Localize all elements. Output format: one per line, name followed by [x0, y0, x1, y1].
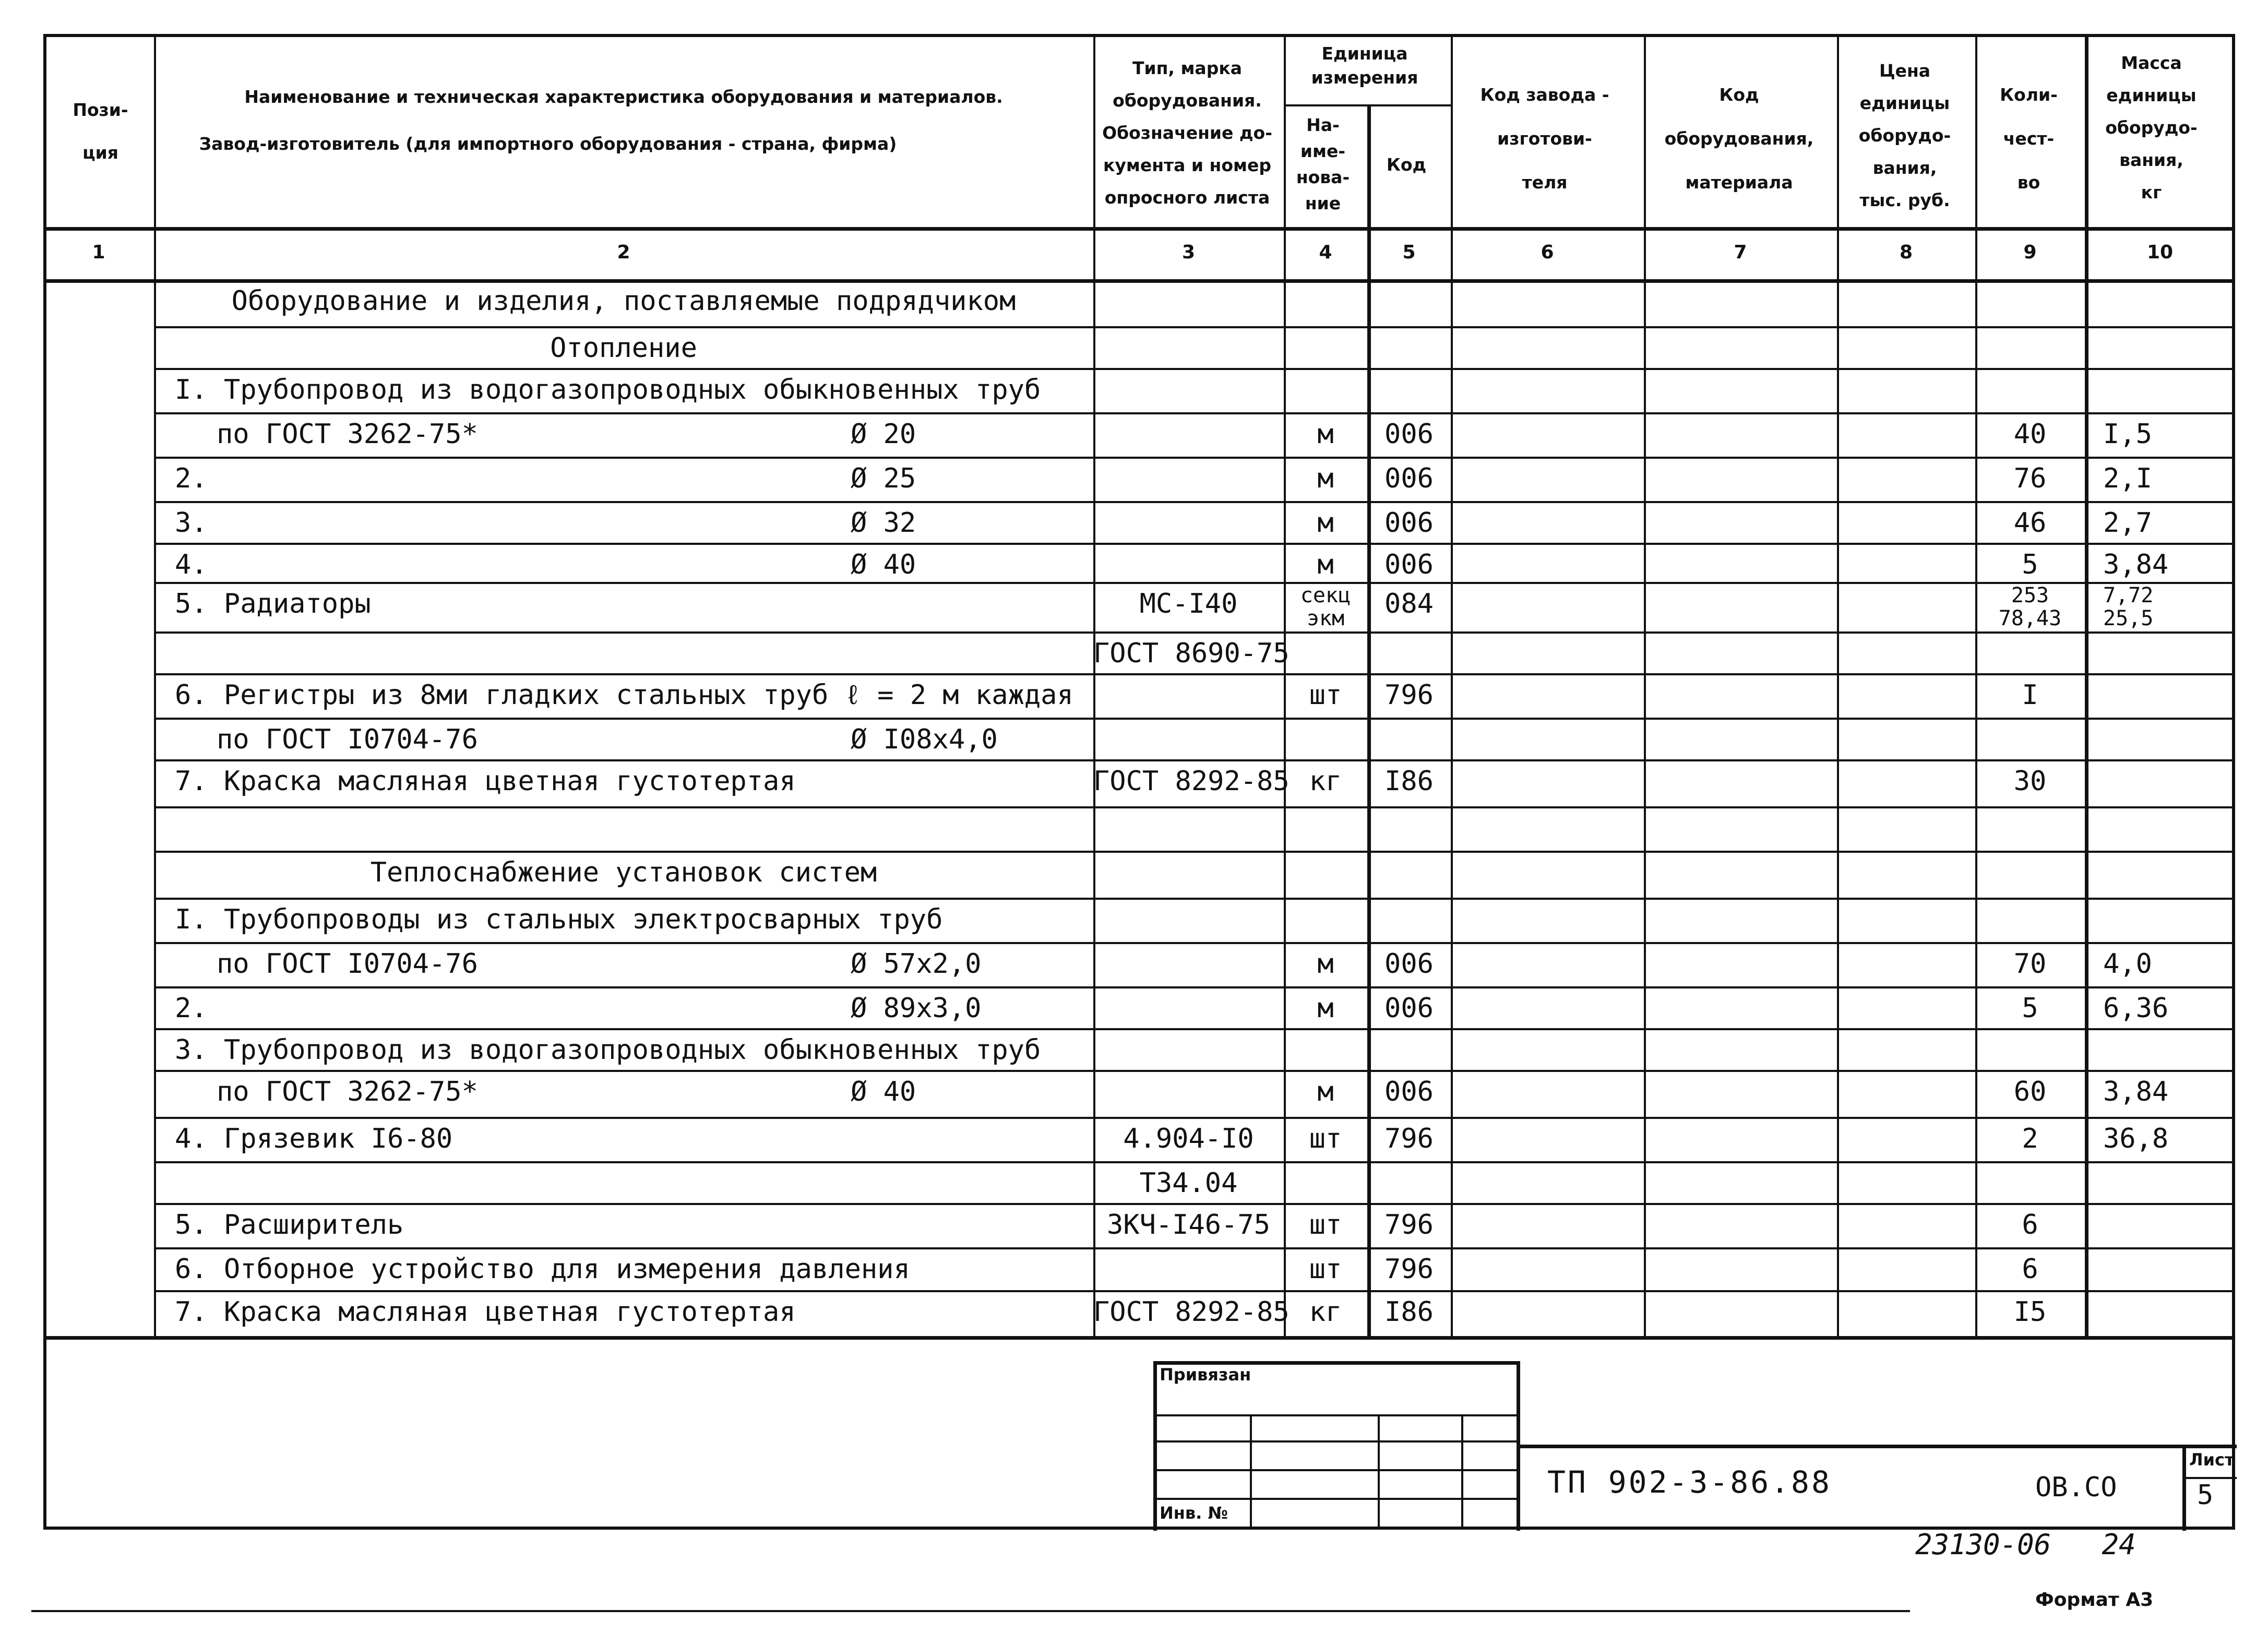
header-unit-code: Код	[1386, 154, 1427, 175]
item-dimension: Ø I08x4,0	[851, 724, 998, 755]
row-line	[154, 851, 2235, 853]
item-type: ЗКЧ-I46-75	[1106, 1209, 1271, 1241]
item-unit-code: 006	[1384, 419, 1434, 450]
item-quantity: 30	[2013, 766, 2047, 797]
item-unit: кг	[1309, 1296, 1342, 1328]
item-name: I. Трубопровод из водогазопроводных обыкновенных труб	[175, 374, 1041, 406]
row-line	[154, 582, 2235, 584]
item-unit: шт	[1309, 1123, 1342, 1154]
sheet-label: Лист	[2189, 1450, 2235, 1470]
table-bottom-line	[43, 1336, 2235, 1340]
item-name: 4. Грязевик I6-80	[175, 1123, 453, 1154]
item-quantity: 6	[2022, 1209, 2038, 1241]
header-price: Цена единицы оборудо- вания, тыс. руб.	[1858, 61, 1951, 210]
item-unit-code: 006	[1384, 1076, 1434, 1107]
item-unit-code: 006	[1384, 507, 1434, 539]
item-unit-code: 796	[1384, 1123, 1434, 1154]
row-line	[154, 412, 2235, 414]
item-mass: 7,72 25,5	[2103, 583, 2154, 630]
sheet-box-left	[2182, 1445, 2186, 1531]
stamp-line	[1250, 1414, 1252, 1529]
item-name: I. Трубопроводы из стальных электросварных труб	[175, 904, 943, 935]
item-unit: м	[1317, 1076, 1334, 1107]
item-quantity: 40	[2013, 419, 2047, 450]
bottom-trim-line	[31, 1610, 1910, 1612]
stamp-border-left	[1153, 1361, 1157, 1531]
column-number: 1	[92, 242, 105, 263]
stamp-line	[1153, 1498, 1519, 1500]
item-name: 2.	[175, 993, 208, 1024]
item-unit-code: 796	[1384, 1254, 1434, 1285]
column-number: 8	[1899, 242, 1913, 263]
item-quantity: 70	[2013, 948, 2047, 980]
item-type: ГОСТ 8690-75	[1093, 638, 1290, 669]
item-dimension: Ø 40	[851, 549, 916, 580]
header-unit-group: Единица измерения	[1311, 43, 1418, 88]
format-label: Формат А3	[2035, 1589, 2154, 1611]
header-bottom-line	[43, 227, 2235, 231]
header-equipment-code: Код оборудования, материала	[1664, 85, 1814, 193]
item-name: по ГОСТ 3262-75*	[217, 1076, 478, 1107]
stamp-line	[1378, 1414, 1380, 1529]
header-quantity: Коли- чест- во	[2000, 85, 2058, 193]
item-mass: 4,0	[2103, 948, 2152, 980]
row-line	[154, 1290, 2235, 1292]
document-mark: ОВ.СО	[2035, 1472, 2117, 1503]
item-quantity: 6	[2022, 1254, 2038, 1285]
item-name: 7. Краска масляная цветная густотертая	[175, 1296, 796, 1328]
document-code: ТП 902-3-86.88	[1547, 1464, 1832, 1500]
item-mass: 2,I	[2103, 463, 2152, 494]
item-unit-code: 006	[1384, 463, 1434, 494]
row-line	[154, 1117, 2235, 1119]
item-name: 4.	[175, 549, 208, 580]
section-title: Теплоснабжение установок систем	[370, 857, 877, 888]
item-quantity: I	[2022, 680, 2038, 711]
row-line	[154, 1070, 2235, 1072]
item-unit-code: 006	[1384, 948, 1434, 980]
stamp-line	[1461, 1414, 1463, 1529]
archive-number: 23130-06 24	[1915, 1528, 2136, 1561]
row-line	[154, 806, 2235, 808]
header-name-line2: Завод-изготовитель (для импортного оборудования - страна, фирма)	[199, 134, 897, 154]
item-mass: 3,84	[2103, 549, 2169, 580]
item-mass: 2,7	[2103, 507, 2152, 539]
item-name: 6. Отборное устройство для измерения давления	[175, 1254, 910, 1285]
item-name: 3. Трубопровод из водогазопроводных обыкновенных труб	[175, 1034, 1041, 1066]
item-dimension: Ø 32	[851, 507, 916, 539]
item-name: 6. Регистры из 8ми гладких стальных труб ℓ = 2 м каждая	[175, 680, 1073, 711]
item-name: 3.	[175, 507, 208, 539]
item-mass: 3,84	[2103, 1076, 2169, 1107]
header-position: Пози- ция	[73, 100, 128, 163]
item-unit: м	[1317, 419, 1334, 450]
row-line	[154, 673, 2235, 675]
row-line	[154, 631, 2235, 634]
row-line	[154, 1203, 2235, 1205]
item-type: ГОСТ 8292-85	[1093, 766, 1290, 797]
column-line	[1837, 34, 1839, 1336]
row-line	[154, 326, 2235, 328]
item-name: по ГОСТ 3262-75*	[217, 419, 478, 450]
header-type: Тип, марка оборудования. Обозначение до- кумента и номер опросного листа	[1102, 58, 1272, 208]
stamp-inventory-label: Инв. №	[1160, 1503, 1228, 1523]
item-dimension: Ø 57x2,0	[851, 948, 982, 980]
header-unit-name: На- име- нова- ние	[1296, 115, 1350, 213]
item-name: 5. Радиаторы	[175, 588, 371, 619]
column-number: 4	[1319, 242, 1332, 263]
item-unit: м	[1317, 948, 1334, 980]
title-block-top	[1517, 1445, 2237, 1448]
stamp-linked-label: Привязан	[1160, 1365, 1251, 1385]
column-number: 10	[2146, 242, 2174, 263]
item-type: Т34.04	[1139, 1167, 1238, 1199]
item-unit: м	[1317, 463, 1334, 494]
row-line	[154, 898, 2235, 900]
item-unit-code: 084	[1384, 588, 1434, 619]
stamp-line	[1153, 1414, 1519, 1416]
row-line	[154, 986, 2235, 988]
row-line	[154, 368, 2235, 370]
row-line	[154, 501, 2235, 503]
item-dimension: Ø 89x3,0	[851, 993, 982, 1024]
item-unit-code: 796	[1384, 1209, 1434, 1241]
row-line	[154, 457, 2235, 459]
item-quantity: I5	[2013, 1296, 2047, 1328]
item-unit: м	[1317, 549, 1334, 580]
column-number: 5	[1402, 242, 1416, 263]
row-line	[154, 718, 2235, 720]
row-line	[154, 543, 2235, 545]
item-name: по ГОСТ I0704-76	[217, 724, 478, 755]
item-unit: м	[1317, 993, 1334, 1024]
column-number: 7	[1734, 242, 1747, 263]
column-line	[1644, 34, 1646, 1336]
item-unit: м	[1317, 507, 1334, 539]
item-name: по ГОСТ I0704-76	[217, 948, 478, 980]
row-line	[154, 1028, 2235, 1030]
sheet-number: 5	[2197, 1480, 2214, 1511]
column-number: 6	[1541, 242, 1554, 263]
item-quantity: 76	[2013, 463, 2047, 494]
item-type: МС-I40	[1139, 588, 1238, 619]
section-title: Отопление	[550, 332, 697, 364]
item-type: ГОСТ 8292-85	[1093, 1296, 1290, 1328]
item-unit-code: I86	[1384, 766, 1434, 797]
column-number: 2	[617, 242, 630, 263]
sheet-box-divider	[2182, 1477, 2237, 1479]
stamp-line	[1153, 1469, 1519, 1471]
item-mass: I,5	[2103, 419, 2152, 450]
column-line	[2085, 34, 2088, 1336]
item-unit: секц экм	[1300, 583, 1351, 630]
item-dimension: Ø 20	[851, 419, 916, 450]
header-plant-code: Код завода - изготови- теля	[1480, 85, 1609, 193]
item-quantity: 5	[2022, 549, 2038, 580]
column-line	[154, 34, 156, 1336]
item-unit-code: I86	[1384, 1296, 1434, 1328]
item-unit: шт	[1309, 1254, 1342, 1285]
item-name: 2.	[175, 463, 208, 494]
item-unit: шт	[1309, 1209, 1342, 1241]
row-line	[154, 1161, 2235, 1163]
item-mass: 36,8	[2103, 1123, 2169, 1154]
numbers-bottom-line	[43, 279, 2235, 283]
item-unit-code: 006	[1384, 993, 1434, 1024]
header-name-line1: Наименование и техническая характеристика оборудования и материалов.	[244, 87, 1003, 107]
column-line	[1451, 34, 1453, 1336]
row-line	[154, 1247, 2235, 1249]
item-dimension: Ø 40	[851, 1076, 916, 1107]
item-quantity: 46	[2013, 507, 2047, 539]
column-number: 3	[1181, 242, 1196, 263]
item-name: 5. Расширитель	[175, 1209, 404, 1241]
item-quantity: 2	[2022, 1123, 2038, 1154]
item-unit: шт	[1309, 680, 1342, 711]
header-mass: Масса единицы оборудо- вания, кг	[2105, 53, 2198, 202]
item-mass: 6,36	[2103, 993, 2169, 1024]
stamp-border-top	[1153, 1361, 1519, 1365]
section-title: Оборудование и изделия, поставляемые подрядчиком	[231, 285, 1016, 317]
item-type: 4.904-I0	[1123, 1123, 1254, 1154]
item-unit: кг	[1309, 766, 1342, 797]
item-quantity: 5	[2022, 993, 2038, 1024]
item-quantity: 253 78,43	[1998, 583, 2062, 630]
row-line	[154, 942, 2235, 944]
item-unit-code: 796	[1384, 680, 1434, 711]
stamp-line	[1153, 1440, 1519, 1443]
row-line	[154, 759, 2235, 761]
item-unit-code: 006	[1384, 549, 1434, 580]
item-quantity: 60	[2013, 1076, 2047, 1107]
column-number: 9	[2023, 242, 2037, 263]
item-name: 7. Краска масляная цветная густотертая	[175, 766, 796, 797]
item-dimension: Ø 25	[851, 463, 916, 494]
